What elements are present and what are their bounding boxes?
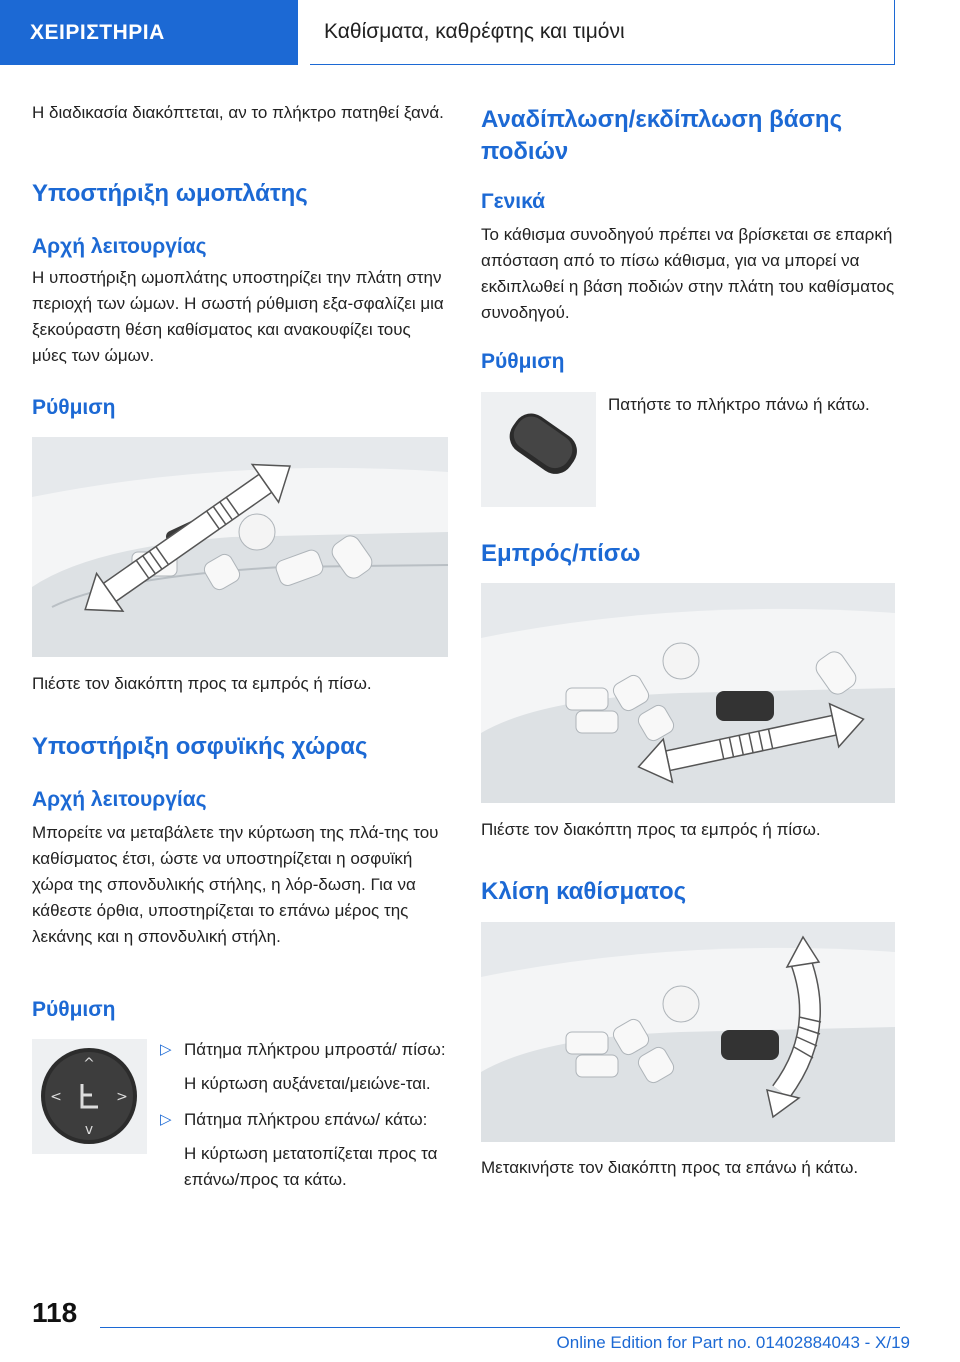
thigh-general-heading: Γενικά — [481, 190, 546, 213]
seat-tilt-illustration — [481, 922, 895, 1142]
list-item — [160, 1037, 450, 1097]
fore-aft-title: Εμπρός/πίσω — [481, 540, 641, 567]
thigh-general-text: Το κάθισμα συνοδηγού πρέπει να βρίσκεται σε επαρκή απόσταση από το πίσω κάθισμα, για να μπορεί να εκδιπλωθεί η βάση ποδιών στην πλάτη του καθίσματος συνοδηγού. — [481, 225, 895, 322]
list-item — [160, 1107, 450, 1193]
left-column — [32, 100, 450, 126]
chapter-title — [310, 0, 895, 65]
thigh-support-title: Αναδίπλωση/εκδίπλωση βάσης ποδιών — [481, 106, 843, 165]
svg-text:>: > — [116, 1089, 128, 1105]
bullet-result: Η κύρτωση αυξάνεται/μειώνε-ται. — [184, 1074, 431, 1093]
bullet-action: Πάτημα πλήκτρου επάνω/ κάτω: — [184, 1110, 428, 1129]
lumbar-button-illustration — [32, 1039, 147, 1154]
svg-text:v: v — [84, 1122, 94, 1138]
svg-text:^: ^ — [83, 1056, 95, 1072]
shoulder-principle-heading: Αρχή λειτουργίας — [32, 235, 207, 258]
chapter-tab — [0, 0, 298, 65]
lumbar-bullet-list — [160, 1037, 450, 1193]
lumbar-support-title: Υποστήριξη οσφυϊκής χώρας — [32, 733, 368, 760]
bullet-action: Πάτημα πλήκτρου μπροστά/ πίσω: — [184, 1040, 446, 1059]
thigh-adjust-heading: Ρύθμιση — [481, 350, 565, 373]
triangle-right-icon: ▷ — [160, 1111, 172, 1128]
intro-paragraph: Η διαδικασία διακόπτεται, αν το πλήκτρο πατηθεί ξανά. — [32, 103, 444, 122]
lumbar-adjust-heading: Ρύθμιση — [32, 998, 116, 1021]
lumbar-principle-text: Μπορείτε να μεταβάλετε την κύρτωση της πλά-της του καθίσματος έτσι, ώστε να υποστηρίζεται η οσφυϊκή χώρα της σπονδυλικής στήλης, η λόρ-δωση. Για να κάθεστε όρθια, υποστηρίζεται το επάνω μέρος της λεκάνης και η σπονδυλική στήλη. — [32, 823, 439, 946]
fore-aft-illustration — [481, 583, 895, 803]
thigh-button-illustration — [481, 392, 596, 507]
seat-tilt-caption: Μετακινήστε τον διακόπτη προς τα επάνω ή κάτω. — [481, 1158, 859, 1177]
triangle-right-icon: ▷ — [160, 1041, 172, 1058]
shoulder-principle-text: Η υποστήριξη ωμοπλάτης υποστηρίζει την πλάτη στην περιοχή των ώμων. Η σωστή ρύθμιση εξα-σφαλίζει μια ξεκούραστη θέση καθίσματος και ανακουφίζει τους μύες των ώμων. — [32, 268, 444, 365]
edition-footer: Online Edition for Part no. 01402884043 - X/19 — [556, 1333, 910, 1352]
chapter-title-text: Καθίσματα, καθρέφτης και τιμόνι — [324, 20, 625, 43]
shoulder-caption: Πιέστε τον διακόπτη προς τα εμπρός ή πίσω. — [32, 674, 372, 693]
fore-aft-caption: Πιέστε τον διακόπτη προς τα εμπρός ή πίσω. — [481, 820, 821, 839]
shoulder-support-title: Υποστήριξη ωμοπλάτης — [32, 180, 308, 207]
footer-divider — [100, 1327, 900, 1328]
shoulder-adjust-heading: Ρύθμιση — [32, 396, 116, 419]
bullet-result: Η κύρτωση μετατοπίζεται προς τα επάνω/προς τα κάτω. — [184, 1144, 438, 1189]
lumbar-principle-heading: Αρχή λειτουργίας — [32, 788, 207, 811]
chapter-tab-label: ΧΕΙΡΙΣΤΗΡΙΑ — [30, 20, 165, 44]
shoulder-switch-illustration — [32, 437, 448, 657]
page-number: 118 — [32, 1297, 78, 1328]
thigh-adjust-text: Πατήστε το πλήκτρο πάνω ή κάτω. — [608, 395, 870, 414]
seat-tilt-title: Κλίση καθίσματος — [481, 878, 687, 905]
svg-text:<: < — [50, 1089, 62, 1105]
